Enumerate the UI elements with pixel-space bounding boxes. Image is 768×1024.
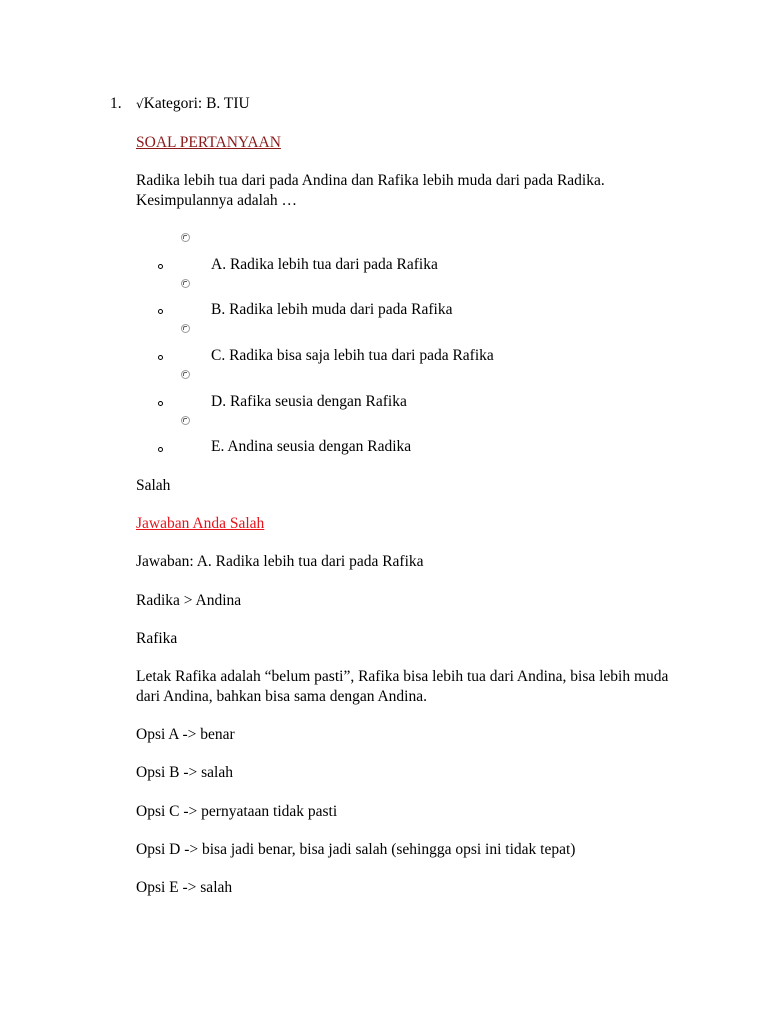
explanation-paragraph: Letak Rafika adalah “belum pasti”, Rafika bisa lebih tua dari Andina, bisa lebih muda dari Andina, bahkan bisa sama dengan Andina. <box>136 668 669 705</box>
explanation-line: Opsi A -> benar <box>136 726 235 743</box>
bullet-icon <box>158 355 163 360</box>
bullet-icon <box>158 309 163 314</box>
radio-button-c[interactable] <box>181 324 190 333</box>
explanation-line: Opsi C -> pernyataan tidak pasti <box>136 803 338 820</box>
option-a-label: A. Radika lebih tua dari pada Rafika <box>211 256 438 273</box>
bullet-icon <box>158 401 163 406</box>
question-number: 1. <box>110 95 122 112</box>
check-icon: √ <box>136 97 144 111</box>
radio-button-d[interactable] <box>181 370 190 379</box>
question-heading: SOAL PERTANYAAN <box>136 134 281 151</box>
category-label: Kategori: B. TIU <box>143 95 250 112</box>
explanation-line: Opsi B -> salah <box>136 764 233 781</box>
answer-heading: Jawaban Anda Salah <box>136 515 265 532</box>
question-text: Radika lebih tua dari pada Andina dan Rafika lebih muda dari pada Radika. Kesimpulannya adalah … <box>136 172 605 209</box>
correct-answer: Jawaban: A. Radika lebih tua dari pada Rafika <box>136 553 424 570</box>
category-line <box>136 94 250 114</box>
explanation-line: Radika > Andina <box>136 592 242 609</box>
radio-button-a[interactable] <box>181 233 190 242</box>
bullet-icon <box>158 447 163 452</box>
option-d-label: D. Rafika seusia dengan Rafika <box>211 393 407 410</box>
explanation-line: Opsi D -> bisa jadi benar, bisa jadi salah (sehingga opsi ini tidak tepat) <box>136 841 576 858</box>
radio-button-e[interactable] <box>181 416 190 425</box>
explanation-line: Rafika <box>136 630 178 647</box>
result-status: Salah <box>136 477 171 494</box>
option-b-label: B. Radika lebih muda dari pada Rafika <box>211 301 453 318</box>
explanation-line: Opsi E -> salah <box>136 879 233 896</box>
bullet-icon <box>158 264 163 269</box>
option-e-label: E. Andina seusia dengan Radika <box>211 438 412 455</box>
radio-button-b[interactable] <box>181 279 190 288</box>
option-c-label: C. Radika bisa saja lebih tua dari pada Rafika <box>211 347 494 364</box>
